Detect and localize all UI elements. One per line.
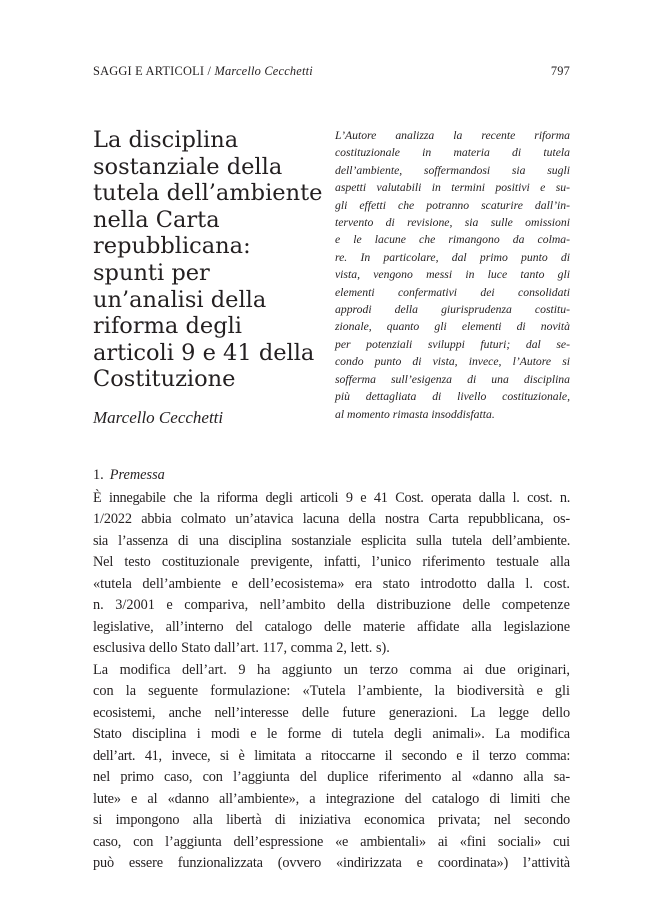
title-line: nella Carta [93, 206, 220, 233]
abstract-line: aspetti valutabili in termini positivi e su- [335, 181, 570, 195]
abstract-line: elementi confermativi dei consolidati [335, 285, 570, 299]
abstract-line: per potenziali sviluppi futuri; dal se- [335, 337, 570, 351]
body-line: È innegabile che la riforma degli articoli 9 e 41 Cost. operata dalla l. cost. n. [93, 489, 570, 506]
page-number: 797 [550, 64, 570, 78]
body-line: si impongono alla libertà di iniziativa economica privata; nel secondo [93, 812, 570, 828]
body-line: La modifica dell’art. 9 ha aggiunto un terzo comma ai due originari, [93, 661, 570, 678]
abstract-line: sofferma sull’esigenza di una disciplina [335, 372, 570, 386]
abstract-line: più dettagliata di livello costituzionale, [335, 390, 570, 404]
abstract-line: zionale, quanto gli elementi di novità [335, 320, 570, 334]
body-line: dell’art. 41, invece, si è limitata a ritoccarne il secondo e il terzo comma: [93, 747, 570, 764]
abstract-line: re. In particolare, dal primo punto di [335, 250, 570, 264]
body-line: 1/2022 abbia colmato un’atavica lacuna della nostra Carta repubblicana, os- [93, 511, 570, 527]
body-line: legislative, all’interno del catalogo delle materie affidate alla legislazione [93, 618, 570, 635]
title-line: spunti per [93, 259, 210, 286]
body-line: può essere funzionalizzata (ovvero «indirizzata e coordinata») l’attività [93, 855, 570, 871]
title-line: repubblicana: [93, 233, 251, 260]
title-line: Costituzione [93, 366, 236, 393]
abstract-line: gli effetti che potranno scaturire dall’in- [335, 198, 570, 212]
abstract-line: L’Autore analizza la recente riforma [335, 129, 570, 142]
body-line: Nel testo costituzionale previgente, infatti, l’unico riferimento testuale alla [93, 554, 570, 570]
article-abstract [335, 127, 570, 423]
article-title [93, 127, 325, 393]
title-line: un’analisi della [93, 286, 267, 313]
section-premessa [93, 465, 570, 875]
body-paragraph [93, 660, 570, 875]
title-line: riforma degli [93, 313, 242, 340]
header-separator: / [204, 64, 215, 78]
abstract-line: e le lacune che rimangono da colma- [335, 233, 570, 247]
title-line: sostanziale della [93, 153, 283, 180]
header-author: Marcello Cecchetti [214, 64, 313, 78]
abstract-line: vista, vengono messi in luce tanto gli [335, 268, 570, 282]
body-paragraph [93, 488, 570, 660]
body-line: caso, con l’aggiunta dell’espressione «e ambientali» ai «fini sociali» cui [93, 833, 570, 850]
abstract-line: approdi della giurisprudenza costitu- [335, 303, 570, 317]
section-number: 1. [93, 467, 104, 483]
body-line: sia l’assenza di una disciplina sostanziale esplicita sulla tutela dell’ambiente. [93, 532, 570, 549]
abstract-line: condo punto di vista, invece, l’Autore si [335, 355, 570, 369]
title-line: La disciplina [93, 127, 239, 153]
body-line: esclusiva dello Stato dall’art. 117, comma 2, lett. s). [93, 640, 390, 656]
abstract-line: tervento di revisione, sia sulle omissioni [335, 216, 570, 230]
body-line: Stato disciplina i modi e le forme di tutela degli animali». La modifica [93, 726, 570, 742]
running-head [93, 64, 570, 79]
abstract-line: al momento rimasta insoddisfatta. [335, 407, 495, 421]
body-line: «tutela dell’ambiente e dell’ecosistema» era stato introdotto dalla l. cost. [93, 575, 570, 592]
title-line: tutela dell’ambiente [93, 180, 323, 207]
section-title: Premessa [109, 467, 165, 483]
abstract-line: costituzionale in materia di tutela [335, 146, 570, 160]
abstract-line: dell’ambiente, soffermandosi sia sugli [335, 163, 570, 177]
section-heading [93, 465, 570, 487]
body-line: con la seguente formulazione: «Tutela l’ambiente, la biodiversità e gli [93, 683, 570, 699]
body-line: ecosistemi, anche nell’interesse delle future generazioni. La legge dello [93, 704, 570, 721]
body-line: nel primo caso, con l’aggiunta del duplice riferimento al «danno alla sa- [93, 769, 570, 785]
body-line: n. 3/2001 e compariva, nell’ambito della distribuzione delle competenze [93, 597, 570, 613]
title-line: articoli 9 e 41 della [93, 339, 315, 366]
body-line: lute» e al «danno all’ambiente», a integrazione del catalogo di limiti che [93, 790, 570, 807]
article-author: Marcello Cecchetti [93, 407, 224, 427]
journal-section-label: SAGGI E ARTICOLI [93, 64, 205, 78]
title-block [93, 127, 325, 428]
